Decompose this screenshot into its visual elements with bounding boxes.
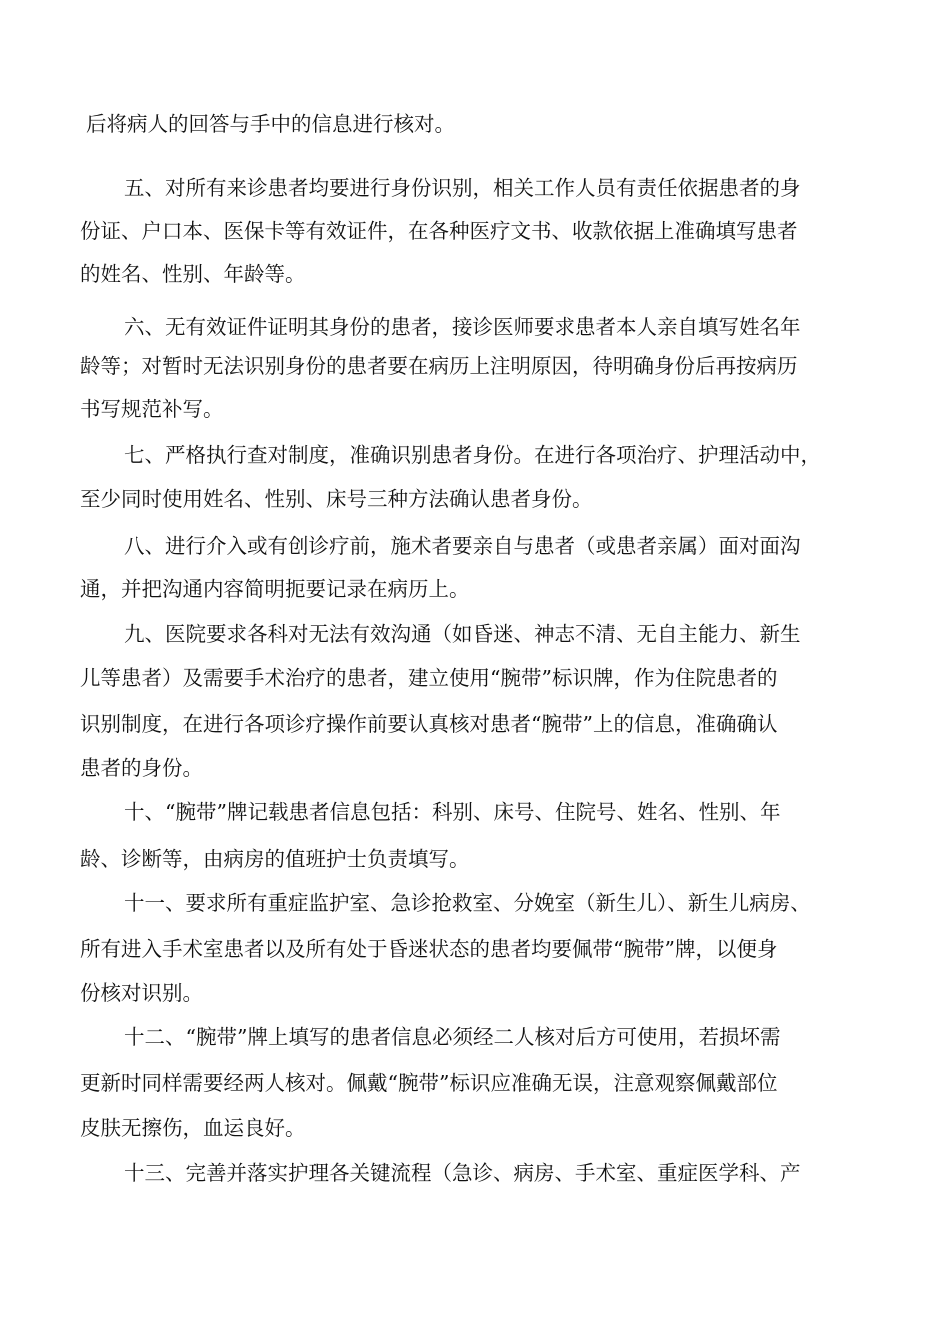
text-line: 十、“腕带”牌记载患者信息包括：科别、床号、住院号、姓名、性别、年 xyxy=(124,800,781,824)
text-line: 十三、完善并落实护理各关键流程（急诊、病房、手术室、重症医学科、产 xyxy=(124,1161,801,1185)
text-line: 七、严格执行查对制度，准确识别患者身份。在进行各项治疗、护理活动中， xyxy=(124,443,821,467)
text-line: 十一、要求所有重症监护室、急诊抢救室、分娩室（新生儿）、新生儿病房、 xyxy=(124,891,811,915)
text-line: 所有进入手术室患者以及所有处于昏迷状态的患者均要佩带“腕带”牌，以便身 xyxy=(80,937,778,961)
text-line: 龄、诊断等，由病房的值班护士负责填写。 xyxy=(80,847,470,871)
text-line: 皮肤无擦伤，血运良好。 xyxy=(80,1116,306,1140)
text-line: 龄等；对暂时无法识别身份的患者要在病历上注明原因，待明确身份后再按病历 xyxy=(80,354,798,378)
text-line: 至少同时使用姓名、性别、床号三种方法确认患者身份。 xyxy=(80,487,593,511)
text-line: 十二、“腕带”牌上填写的患者信息必须经二人核对后方可使用，若损坏需 xyxy=(124,1025,781,1049)
text-line: 份核对识别。 xyxy=(80,981,203,1005)
text-line: 九、医院要求各科对无法有效沟通（如昏迷、神志不清、无自主能力、新生 xyxy=(124,622,801,646)
text-line: 识别制度，在进行各项诊疗操作前要认真核对患者“腕带”上的信息，准确确认 xyxy=(80,712,778,736)
text-line: 五、对所有来诊患者均要进行身份识别，相关工作人员有责任依据患者的身 xyxy=(124,176,801,200)
text-line: 份证、户口本、医保卡等有效证件，在各种医疗文书、收款依据上准确填写患者 xyxy=(80,219,798,243)
text-line: 书写规范补写。 xyxy=(80,397,224,421)
text-line: 患者的身份。 xyxy=(80,756,203,780)
text-line: 的姓名、性别、年龄等。 xyxy=(80,262,306,286)
text-line: 八、进行介入或有创诊疗前，施术者要亲自与患者（或患者亲属）面对面沟 xyxy=(124,534,801,558)
text-line: 六、无有效证件证明其身份的患者，接诊医师要求患者本人亲自填写姓名年 xyxy=(124,315,801,339)
text-line: 后将病人的回答与手中的信息进行核对。 xyxy=(86,112,455,136)
text-line: 通，并把沟通内容简明扼要记录在病历上。 xyxy=(80,577,470,601)
text-line: 儿等患者）及需要手术治疗的患者，建立使用“腕带”标识牌，作为住院患者的 xyxy=(80,666,778,690)
text-line: 更新时同样需要经两人核对。佩戴“腕带”标识应准确无误，注意观察佩戴部位 xyxy=(80,1071,778,1095)
